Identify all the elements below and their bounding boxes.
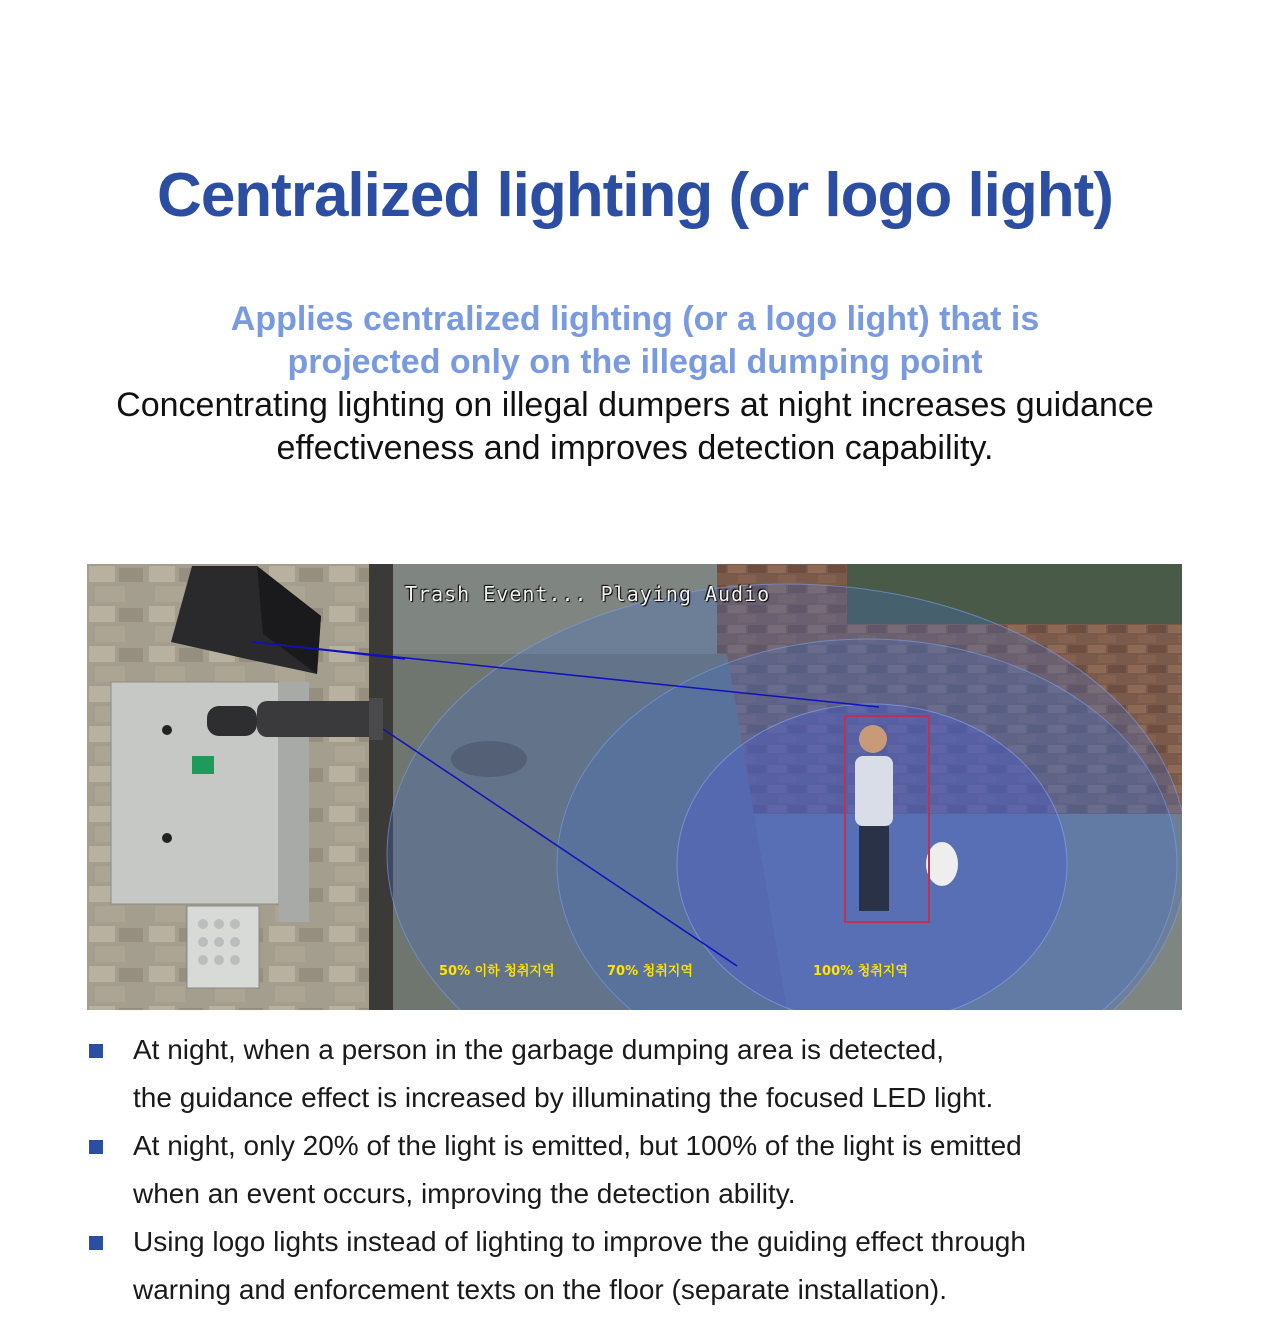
photo-illustration xyxy=(87,564,1182,1010)
list-item-text: warning and enforcement texts on the floor (separate installation). xyxy=(133,1274,948,1305)
installation-photo xyxy=(87,564,1182,1010)
zone-label-100: 100% 청취지역 xyxy=(813,964,908,979)
description-line: Concentrating lighting on illegal dumpers at night increases guidance xyxy=(116,386,1154,424)
zone-label-50: 50% 이하 청취지역 xyxy=(439,964,555,979)
subtitle xyxy=(0,298,1270,384)
list-item-text: Using logo lights instead of lighting to improve the guiding effect through xyxy=(133,1226,1026,1257)
list-item xyxy=(87,1122,1197,1218)
camera-overlay-text: Trash Event... Playing Audio xyxy=(405,582,771,606)
square-bullet-icon xyxy=(89,1044,103,1058)
pole xyxy=(369,564,397,1010)
list-item-text: At night, when a person in the garbage dumping area is detected, xyxy=(133,1034,944,1065)
list-item xyxy=(87,1218,1197,1314)
list-item-text: the guidance effect is increased by illuminating the focused LED light. xyxy=(133,1082,994,1113)
description-line: effectiveness and improves detection capability. xyxy=(276,429,994,467)
feature-list xyxy=(87,1026,1197,1314)
subtitle-line: projected only on the illegal dumping point xyxy=(287,343,983,381)
description xyxy=(0,384,1270,470)
square-bullet-icon xyxy=(89,1140,103,1154)
zone-label-70: 70% 청취지역 xyxy=(607,964,693,979)
square-bullet-icon xyxy=(89,1236,103,1250)
list-item xyxy=(87,1026,1197,1122)
led-floodlight xyxy=(187,906,259,988)
list-item-text: when an event occurs, improving the detection ability. xyxy=(133,1178,796,1209)
list-item-text: At night, only 20% of the light is emitted, but 100% of the light is emitted xyxy=(133,1130,1022,1161)
subtitle-line: Applies centralized lighting (or a logo light) that is xyxy=(230,300,1040,338)
page-title: Centralized lighting (or logo light) xyxy=(157,161,1113,230)
